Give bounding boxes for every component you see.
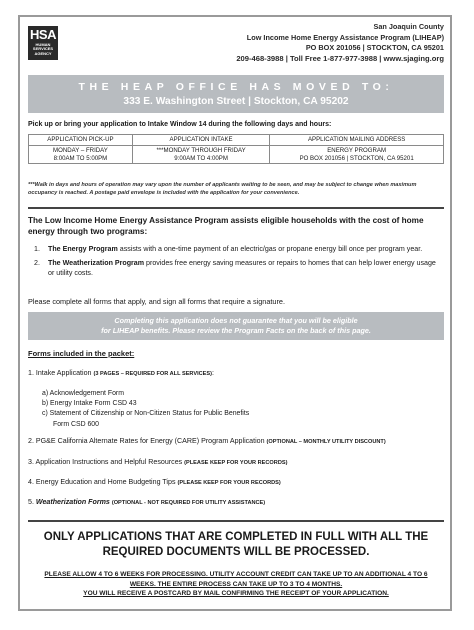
- walkin-note: ***Walk in days and hours of operation may vary upon the number of applicants waiting to be seen, and may be subject to change when maximum occupancy is reached. A postage paid envelope is included with the application for your convenience.: [28, 182, 417, 197]
- letterhead: [28, 22, 444, 78]
- eligibility-disclaimer: Completing this application does not guarantee that you will be eligible for LIHEAP benefits. Please review the Program Facts on the back of this page.: [28, 312, 444, 340]
- list-item: a) Acknowledgement Form: [42, 390, 124, 397]
- completion-requirement: ONLY APPLICATIONS THAT ARE COMPLETED IN FULL WITH ALL THE REQUIRED DOCUMENTS WILL BE PROCESSED.: [43, 531, 429, 558]
- program-purpose: The Low Income Home Energy Assistance Program assists eligible households with the cost of home energy through two programs:: [28, 216, 424, 237]
- hours-cell: MONDAY – FRIDAY 8:00AM TO 5:00PM: [29, 146, 133, 164]
- list-item: 2. PG&E California Alternate Rates for Energy (CARE) Program Application (OPTIONAL – MONTHLY UTILITY DISCOUNT): [28, 437, 386, 445]
- hours-col-header: APPLICATION INTAKE: [132, 135, 269, 146]
- list-item: 1. The Energy Program assists with a one-time payment of an electric/gas or propane energy bill once per program year.: [34, 245, 423, 253]
- complete-instructions: Please complete all forms that apply, and sign all forms that require a signature.: [28, 297, 286, 306]
- divider: [28, 207, 444, 209]
- moved-banner: [28, 75, 444, 113]
- county-name: San Joaquin County: [373, 22, 444, 31]
- hours-cell: ENERGY PROGRAM PO BOX 201056 | STOCKTON, CA 95201: [270, 146, 444, 164]
- list-item: 2. The Weatherization Program provides free energy saving measures or repairs to homes that can help lower energy usage or utility costs.: [34, 259, 436, 278]
- hsa-logo: [28, 26, 58, 60]
- program-name: Low Income Home Energy Assistance Program (LIHEAP): [246, 32, 444, 42]
- list-item: 4. Energy Education and Home Budgeting Tips (PLEASE KEEP FOR YOUR RECORDS): [28, 478, 281, 486]
- list-item: 5. Weatherization Forms (OPTIONAL - NOT REQUIRED FOR UTILITY ASSISTANCE): [28, 498, 266, 506]
- intake-subitems: [42, 389, 249, 430]
- processing-note: PLEASE ALLOW 4 TO 6 WEEKS FOR PROCESSING. UTILITY ACCOUNT CREDIT CAN TAKE UP TO AN ADDITIONAL 4 TO 6 WEEKS. THE ENTIRE PROCESS CAN TAKE UP TO 3 TO 4 MONTHS. YOU WILL RECEIVE A POSTCARD BY MAIL CONFIRMING THE RECEIPT OF YOUR APPLICATION.: [44, 571, 428, 597]
- agency-info: [236, 22, 444, 64]
- hours-table: [28, 134, 444, 164]
- document-page: [18, 15, 452, 611]
- logo-text: HSA: [30, 27, 56, 42]
- program-list: [28, 244, 444, 283]
- banner-address: 333 E. Washington Street | Stockton, CA 95202: [123, 96, 349, 107]
- list-item: c) Statement of Citizenship or Non-Citizen Status for Public Benefits: [42, 410, 250, 418]
- list-item: Form CSD 600: [53, 420, 99, 428]
- divider: [28, 520, 444, 522]
- contact-line: 209-468-3988 | Toll Free 1-877-977-3988 | www.sjaging.org: [236, 53, 444, 63]
- hours-col-header: APPLICATION PICK-UP: [29, 135, 133, 146]
- logo-subtext: HUMAN SERVICES AGENCY: [32, 42, 54, 56]
- list-item: 3. Application Instructions and Helpful Resources (PLEASE KEEP FOR YOUR RECORDS): [28, 458, 288, 466]
- list-item: b) Energy Intake Form CSD 43: [42, 400, 137, 408]
- hours-col-header: APPLICATION MAILING ADDRESS: [270, 135, 444, 146]
- forms-heading: Forms included in the packet:: [28, 349, 135, 358]
- mailing-address: PO BOX 201056 | STOCKTON, CA 95201: [305, 43, 444, 52]
- banner-heading: THE HEAP OFFICE HAS MOVED TO:: [78, 81, 394, 93]
- hours-cell: ***MONDAY THROUGH FRIDAY 9:00AM TO 4:00PM: [132, 146, 269, 164]
- list-item: 1. Intake Application (3 PAGES – REQUIRED FOR ALL SERVICES):: [28, 369, 214, 377]
- pickup-intro: Pick up or bring your application to Intake Window 14 during the following days and hours:: [28, 121, 332, 128]
